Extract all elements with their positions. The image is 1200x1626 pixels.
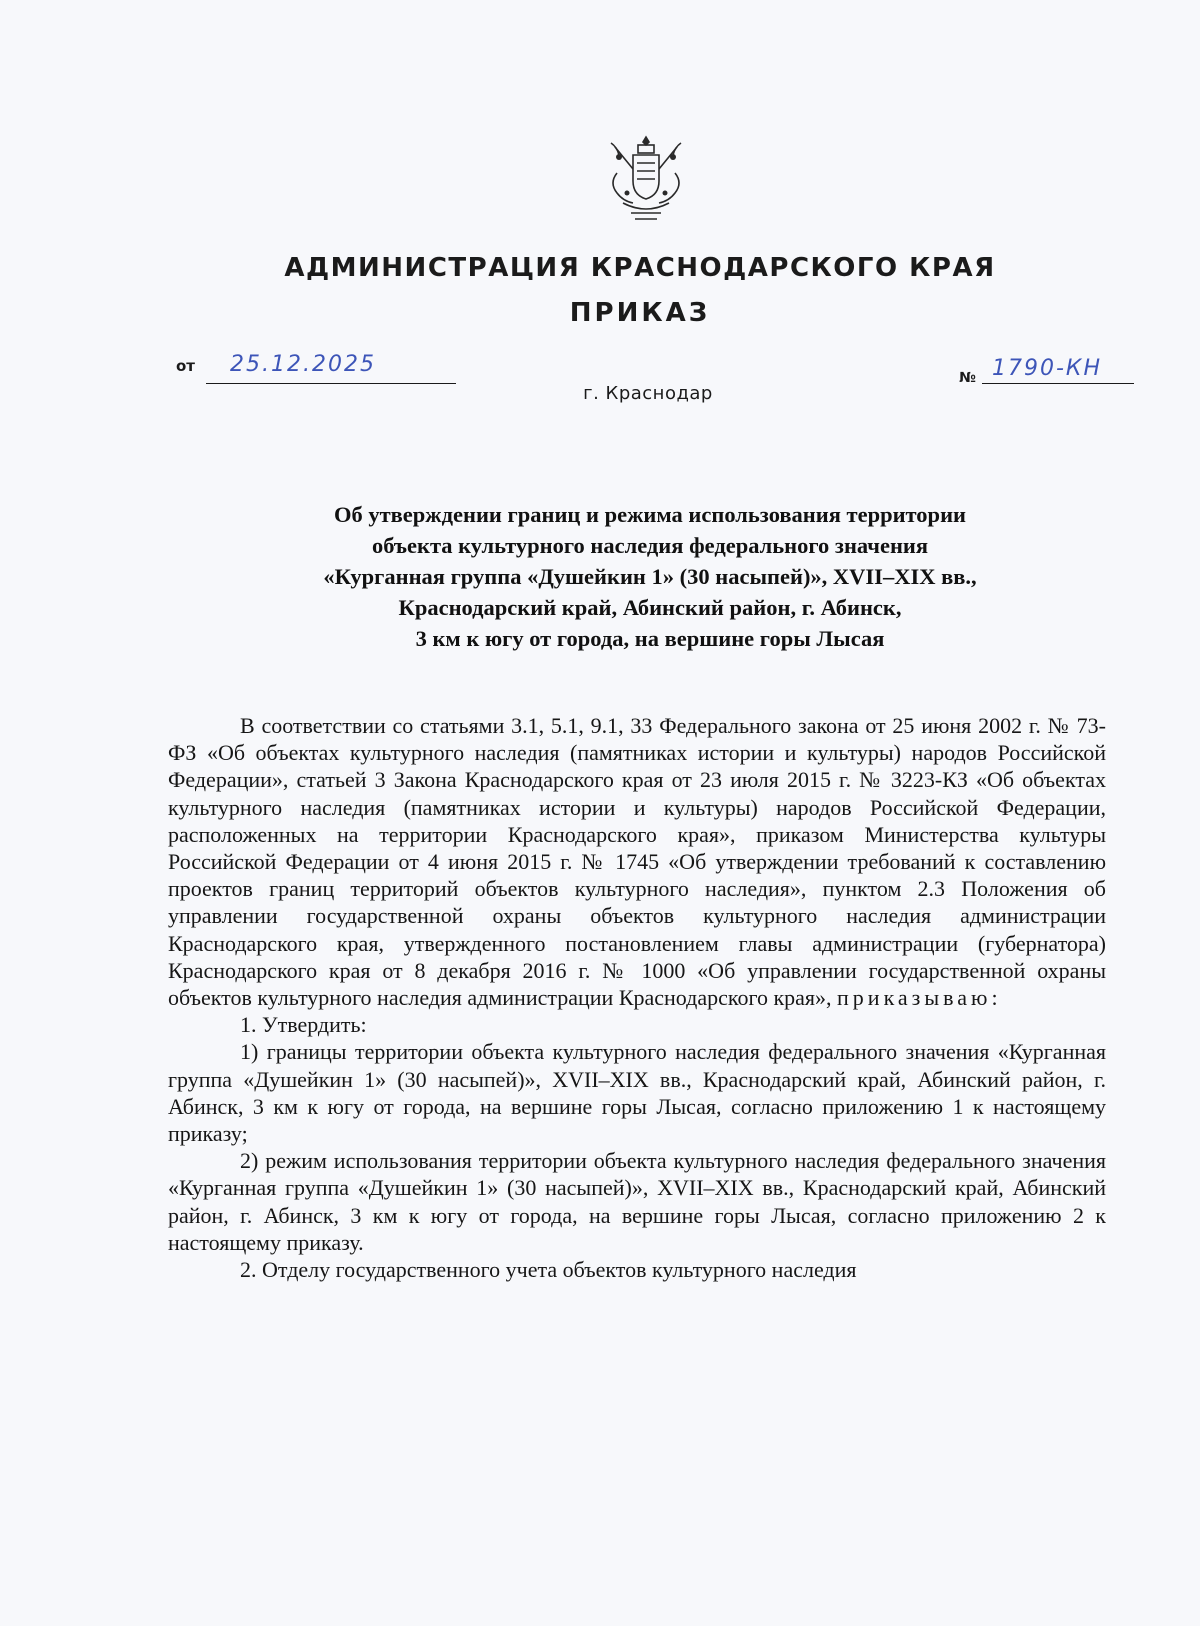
document-body — [168, 712, 1106, 1283]
subject-line: 3 км к югу от города, на вершине горы Лысая — [415, 626, 885, 651]
date-prefix: от — [176, 357, 195, 375]
subject-line: Об утверждении границ и режима использования территории — [333, 502, 967, 527]
order-word: приказываю: — [837, 985, 1002, 1011]
handwritten-number: 1790-КН — [992, 356, 1103, 381]
coat-of-arms-emblem — [605, 133, 687, 225]
document-type: ПРИКАЗ — [569, 298, 711, 328]
handwritten-date: 25.12.2025 — [230, 352, 376, 377]
subject-line: объекта культурного наследия федерального значения — [371, 533, 929, 558]
paragraph-item-2: 2. Отделу государственного учета объектов культурного наследия — [240, 1257, 857, 1283]
paragraph-item-1-2: 2) режим использования территории объекта культурного наследия федерального значения «Курганная группа «Душейкин 1» (30 насыпей)», XVII–XIX вв., Краснодарский край, Абинский район, г. Абинск, 3 км к югу от города, на вершине горы Лысая, согласно приложению 2 к настоящему приказу. — [168, 1148, 1106, 1255]
subject-line: Краснодарский край, Абинский район, г. Абинск, — [398, 595, 902, 620]
organization-title: АДМИНИСТРАЦИЯ КРАСНОДАРСКОГО КРАЯ — [284, 253, 996, 283]
paragraph-preamble — [168, 712, 1106, 1011]
preamble-text: В соответствии со статьями 3.1, 5.1, 9.1, 33 Федерального закона от 25 июня 2002 г. № 73-ФЗ «Об объектах культурного наследия (памятниках истории и культуры) народов Российской Федерации», статьей 3 Закона Краснодарского края от 23 июля 2015 г. № 3223-КЗ «Об объектах культурного наследия (памятниках истории и культуры) народов Российской Федерации, расположенных на территории Краснодарского края», приказом Министерства культуры Российской Федерации от 4 июня 2015 г. № 1745 «Об утверждении требований к составлению проектов границ территорий объектов культурного наследия», пунктом 2.3 Положения об управлении государственной охраны объектов культурного наследия администрации Краснодарского края, утвержденного постановлением главы администрации (губернатора) Краснодарского края от 8 декабря 2016 г. № 1000 «Об управлении государственной охраны объектов культурного наследия администрации Краснодарского края», — [168, 713, 1106, 1011]
document-subject — [200, 499, 1100, 654]
paragraph-item-1-1: 1) границы территории объекта культурного наследия федерального значения «Курганная группа «Душейкин 1» (30 насыпей)», XVII–XIX вв., Краснодарский край, Абинский район, г. Абинск, 3 км к югу от города, на вершине горы Лысая, согласно приложению 1 к настоящему приказу; — [168, 1039, 1106, 1147]
number-label: № — [959, 370, 976, 386]
subject-line: «Курганная группа «Душейкин 1» (30 насыпей)», XVII–XIX вв., — [323, 564, 977, 589]
paragraph-item-1: 1. Утвердить: — [240, 1012, 367, 1038]
city: г. Краснодар — [583, 383, 713, 404]
